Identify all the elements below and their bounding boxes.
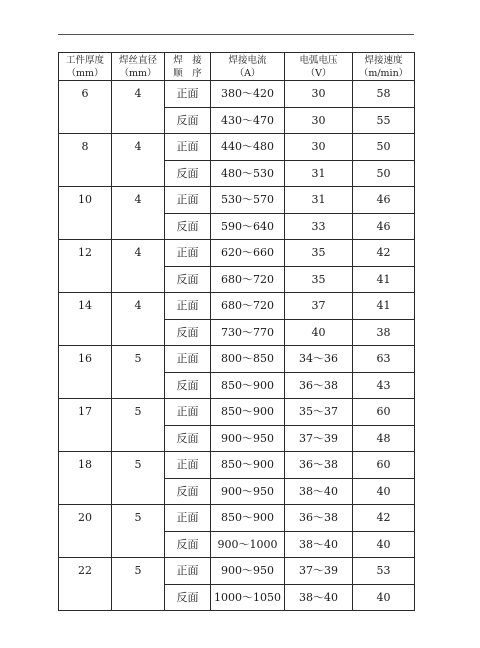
welding-speed-cell: 38	[353, 319, 415, 346]
welding-current-cell: 850～900	[211, 372, 285, 399]
arc-voltage-cell: 37～39	[285, 558, 353, 585]
wire-diameter-cell: 4	[112, 187, 165, 240]
welding-speed-cell: 41	[353, 293, 415, 320]
welding-current-cell: 900～950	[211, 478, 285, 505]
welding-current-cell: 730～770	[211, 319, 285, 346]
thickness-cell: 8	[59, 134, 112, 187]
weld-order-cell: 正面	[165, 558, 211, 585]
welding-current-cell: 850～900	[211, 452, 285, 479]
arc-voltage-cell: 36～38	[285, 452, 353, 479]
welding-speed-cell: 40	[353, 584, 415, 611]
arc-voltage-cell: 40	[285, 319, 353, 346]
welding-speed-cell: 50	[353, 160, 415, 187]
welding-current-cell: 850～900	[211, 399, 285, 426]
arc-voltage-cell: 35～37	[285, 399, 353, 426]
wire-diameter-cell: 5	[112, 452, 165, 505]
welding-current-cell: 430～470	[211, 107, 285, 134]
weld-order-cell: 反面	[165, 160, 211, 187]
table-row	[59, 293, 415, 320]
table-row	[59, 346, 415, 373]
welding-speed-cell: 43	[353, 372, 415, 399]
header-welding-current: 焊接电流 （A）	[211, 53, 285, 81]
arc-voltage-cell: 38～40	[285, 584, 353, 611]
header-wire-diameter: 焊丝直径 （mm）	[112, 53, 165, 81]
welding-speed-cell: 48	[353, 425, 415, 452]
arc-voltage-cell: 30	[285, 81, 353, 108]
wire-diameter-cell: 4	[112, 134, 165, 187]
header-row	[59, 53, 415, 81]
wire-diameter-cell: 4	[112, 240, 165, 293]
table-row	[59, 134, 415, 161]
weld-order-cell: 正面	[165, 293, 211, 320]
thickness-cell: 20	[59, 505, 112, 558]
weld-order-cell: 反面	[165, 266, 211, 293]
welding-speed-cell: 40	[353, 478, 415, 505]
header-thickness: 工件厚度 （mm）	[59, 53, 112, 81]
weld-order-cell: 正面	[165, 505, 211, 532]
table-row	[59, 452, 415, 479]
wire-diameter-cell: 5	[112, 399, 165, 452]
welding-current-cell: 440～480	[211, 134, 285, 161]
thickness-cell: 22	[59, 558, 112, 611]
weld-order-cell: 反面	[165, 531, 211, 558]
weld-order-cell: 正面	[165, 399, 211, 426]
header-arc-voltage: 电弧电压 （V）	[285, 53, 353, 81]
table-row	[59, 505, 415, 532]
thickness-cell: 17	[59, 399, 112, 452]
welding-current-cell: 900～1000	[211, 531, 285, 558]
arc-voltage-cell: 31	[285, 160, 353, 187]
welding-speed-cell: 42	[353, 505, 415, 532]
thickness-cell: 6	[59, 81, 112, 134]
wire-diameter-cell: 4	[112, 81, 165, 134]
wire-diameter-cell: 4	[112, 293, 165, 346]
header-weld-order: 焊 接 顺 序	[165, 53, 211, 81]
table-row	[59, 240, 415, 267]
welding-current-cell: 480～530	[211, 160, 285, 187]
weld-order-cell: 反面	[165, 478, 211, 505]
weld-order-cell: 反面	[165, 213, 211, 240]
weld-order-cell: 正面	[165, 81, 211, 108]
arc-voltage-cell: 31	[285, 187, 353, 214]
welding-current-cell: 1000～1050	[211, 584, 285, 611]
thickness-cell: 12	[59, 240, 112, 293]
welding-current-cell: 680～720	[211, 266, 285, 293]
arc-voltage-cell: 30	[285, 134, 353, 161]
arc-voltage-cell: 35	[285, 266, 353, 293]
arc-voltage-cell: 35	[285, 240, 353, 267]
welding-current-cell: 380～420	[211, 81, 285, 108]
weld-order-cell: 反面	[165, 107, 211, 134]
arc-voltage-cell: 38～40	[285, 531, 353, 558]
weld-order-cell: 正面	[165, 240, 211, 267]
welding-parameter-table	[58, 52, 415, 611]
table-row	[59, 187, 415, 214]
table-row	[59, 399, 415, 426]
welding-speed-cell: 60	[353, 399, 415, 426]
wire-diameter-cell: 5	[112, 346, 165, 399]
table-row	[59, 558, 415, 585]
arc-voltage-cell: 34～36	[285, 346, 353, 373]
arc-voltage-cell: 37～39	[285, 425, 353, 452]
arc-voltage-cell: 33	[285, 213, 353, 240]
welding-speed-cell: 60	[353, 452, 415, 479]
table-body	[59, 81, 415, 611]
weld-order-cell: 反面	[165, 319, 211, 346]
welding-current-cell: 900～950	[211, 558, 285, 585]
welding-speed-cell: 40	[353, 531, 415, 558]
header-welding-speed: 焊接速度 （m/min）	[353, 53, 415, 81]
welding-current-cell: 620～660	[211, 240, 285, 267]
welding-speed-cell: 53	[353, 558, 415, 585]
welding-speed-cell: 58	[353, 81, 415, 108]
arc-voltage-cell: 36～38	[285, 372, 353, 399]
thickness-cell: 10	[59, 187, 112, 240]
table-row	[59, 81, 415, 108]
top-rule	[58, 34, 414, 35]
weld-order-cell: 正面	[165, 452, 211, 479]
thickness-cell: 16	[59, 346, 112, 399]
welding-current-cell: 800～850	[211, 346, 285, 373]
wire-diameter-cell: 5	[112, 558, 165, 611]
thickness-cell: 14	[59, 293, 112, 346]
weld-order-cell: 正面	[165, 187, 211, 214]
weld-order-cell: 正面	[165, 346, 211, 373]
weld-order-cell: 反面	[165, 372, 211, 399]
welding-current-cell: 900～950	[211, 425, 285, 452]
welding-current-cell: 530～570	[211, 187, 285, 214]
welding-speed-cell: 41	[353, 266, 415, 293]
thickness-cell: 18	[59, 452, 112, 505]
weld-order-cell: 反面	[165, 425, 211, 452]
weld-order-cell: 反面	[165, 584, 211, 611]
welding-speed-cell: 42	[353, 240, 415, 267]
welding-speed-cell: 50	[353, 134, 415, 161]
welding-speed-cell: 46	[353, 187, 415, 214]
welding-current-cell: 680～720	[211, 293, 285, 320]
arc-voltage-cell: 38～40	[285, 478, 353, 505]
welding-speed-cell: 46	[353, 213, 415, 240]
welding-speed-cell: 63	[353, 346, 415, 373]
welding-current-cell: 590～640	[211, 213, 285, 240]
arc-voltage-cell: 36～38	[285, 505, 353, 532]
arc-voltage-cell: 37	[285, 293, 353, 320]
arc-voltage-cell: 30	[285, 107, 353, 134]
welding-speed-cell: 55	[353, 107, 415, 134]
welding-current-cell: 850～900	[211, 505, 285, 532]
weld-order-cell: 正面	[165, 134, 211, 161]
wire-diameter-cell: 5	[112, 505, 165, 558]
